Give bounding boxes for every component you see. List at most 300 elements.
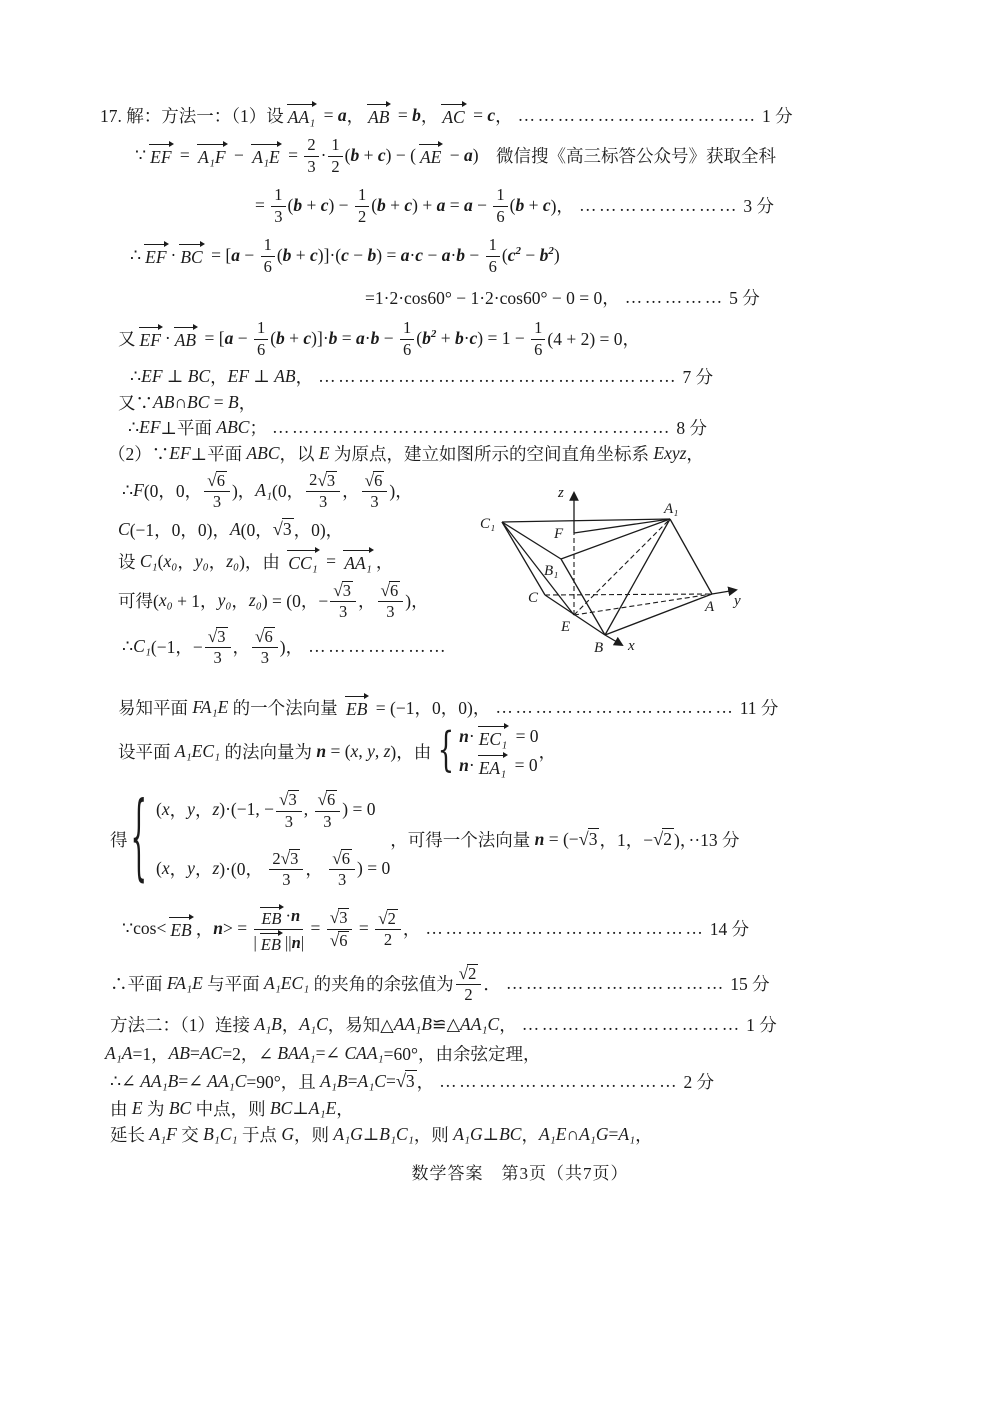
- math-text: = [: [206, 244, 232, 265]
- vector-body: AA₁: [287, 107, 316, 127]
- math-text: 1: [357, 185, 367, 205]
- math-text: ，: [194, 858, 213, 879]
- math-bold-vector: b: [282, 244, 292, 265]
- vector-arrow-tip: [164, 241, 169, 247]
- vector-arrow-tip: [200, 241, 205, 247]
- figure-label-x: x: [628, 638, 635, 654]
- math-text: =90°，且: [246, 1071, 321, 1092]
- math-vector-arrow: [345, 698, 368, 720]
- math-text: (: [501, 244, 508, 265]
- math-text: 设平面: [118, 741, 175, 762]
- math-text: ，则: [413, 1124, 454, 1145]
- math-bold-vector: c: [542, 194, 551, 215]
- math-sqrt: [396, 1070, 417, 1092]
- math-text: ，: [195, 918, 214, 939]
- math-text: ；: [249, 418, 267, 438]
- math-vector-arrow: [343, 552, 372, 574]
- math-variable: BC: [269, 1097, 293, 1118]
- math-text: (0，0，: [143, 480, 203, 501]
- fraction-denominator: [358, 207, 366, 226]
- math-fraction: [456, 962, 482, 1005]
- math-text: 6: [402, 339, 412, 359]
- math-bold-vector: b: [377, 194, 386, 215]
- math-variable: C₁: [133, 635, 151, 656]
- perpendicular-conclusion: [100, 362, 940, 390]
- math-bold-vector: $b^2$: [539, 244, 554, 265]
- math-text: ·: [463, 327, 470, 348]
- vector-bar: [478, 726, 505, 727]
- math-vector-arrow: [139, 329, 162, 351]
- vector-arrow-tip: [278, 930, 283, 936]
- math-vector-arrow: [260, 909, 282, 928]
- radicand: 3: [326, 470, 336, 490]
- math-bold-vector: c: [310, 244, 318, 265]
- fraction-denominator: [319, 492, 327, 511]
- vector-arrow-tip: [462, 101, 467, 107]
- math-bold-vector: c: [341, 244, 349, 265]
- math-text: 1: [331, 135, 340, 155]
- math-text: 3 分: [738, 195, 774, 216]
- math-text: ∵cos<: [122, 917, 167, 938]
- radicand: 6: [341, 849, 351, 868]
- math-fraction: [304, 134, 318, 176]
- math-fraction: [328, 134, 342, 176]
- fraction-numerator: [330, 579, 356, 602]
- fraction-denominator: [338, 870, 346, 889]
- math-text: )，由: [390, 741, 436, 762]
- math-vector-arrow: [260, 935, 282, 954]
- math-vector-arrow: [197, 146, 226, 168]
- math-vector-arrow: [441, 106, 465, 128]
- math-text: 又: [118, 328, 136, 349]
- vector-arrow-tip: [312, 101, 317, 107]
- math-text: )]·: [311, 327, 329, 348]
- math-text: 2: [272, 848, 281, 868]
- math-text: ) = (0，−: [261, 590, 329, 611]
- math-variable: A₁EC₁: [174, 740, 221, 761]
- fraction-numerator: [276, 788, 302, 811]
- math-fraction: [306, 469, 340, 512]
- math-text: ，以: [279, 444, 319, 464]
- method2-extend-line: [100, 1121, 940, 1147]
- math-text: ∵: [135, 144, 147, 165]
- math-text: = (: [326, 740, 351, 761]
- vector-bar: [345, 696, 365, 697]
- math-variable: F: [133, 479, 144, 500]
- math-sqrt: [317, 471, 337, 490]
- math-text: ) = 1 −: [477, 327, 530, 348]
- math-sqrt: [208, 627, 228, 646]
- math-bold-vector: n: [291, 905, 301, 925]
- math-fraction: [355, 184, 369, 226]
- math-text: )，由: [239, 551, 285, 572]
- math-bold-vector: a: [231, 244, 240, 265]
- radicand: 6: [339, 930, 348, 950]
- math-cases: [128, 785, 391, 893]
- math-bold-vector: c: [320, 194, 329, 215]
- fraction-denominator: [534, 340, 542, 359]
- math-text: 3: [213, 648, 222, 667]
- math-text: −: [445, 144, 464, 165]
- math-text: −: [348, 244, 368, 265]
- math-text: 6: [488, 256, 497, 276]
- math-fraction: [330, 579, 356, 622]
- radical-sign: √: [278, 790, 289, 810]
- math-text: −: [472, 194, 492, 215]
- fraction-denominator: [330, 930, 350, 950]
- math-text: ，: [346, 105, 365, 126]
- fraction-numerator: [531, 317, 545, 339]
- math-bold-vector: n: [213, 917, 223, 938]
- fraction-denominator: [496, 207, 504, 226]
- math-text: =1·2·cos60° − 1·2·cos60° − 0 = 0，: [365, 287, 620, 308]
- math-variable: EF: [139, 417, 161, 437]
- radicand: 2: [387, 908, 396, 928]
- fraction-denominator: [331, 157, 339, 176]
- math-text: ·: [364, 327, 371, 348]
- fraction-numerator: [306, 469, 340, 492]
- math-text: 的夹角的余弦值为: [309, 973, 454, 994]
- math-text: 1: [534, 318, 543, 338]
- radicand: 6: [374, 470, 383, 490]
- math-text: 2: [357, 206, 367, 226]
- fraction-numerator: [400, 317, 414, 339]
- math-sqrt: [207, 471, 227, 490]
- math-variable: AB: [153, 392, 175, 412]
- vector-body: AA₁: [344, 553, 372, 573]
- math-bold-vector: a: [400, 244, 410, 265]
- points-c-a: [100, 513, 458, 545]
- math-variable: B₁C₁: [203, 1123, 238, 1144]
- fraction-numerator: [493, 184, 507, 206]
- math-variable: x₀: [158, 589, 173, 610]
- math-text: 交: [176, 1124, 204, 1145]
- radicand: 3: [282, 519, 292, 539]
- math-text: ，: [420, 105, 439, 126]
- math-cases: [436, 724, 539, 779]
- math-text: ，: [375, 551, 394, 572]
- math-text: 由: [110, 1098, 132, 1119]
- math-text: ) −: [328, 194, 353, 215]
- math-variable: A₁: [618, 1123, 636, 1144]
- math-bold-vector: b: [328, 327, 338, 348]
- math-fraction: [493, 184, 507, 226]
- math-text: 又∵: [118, 393, 153, 413]
- math-variable: z₀: [226, 550, 240, 571]
- page-footer: 数学答案 第3页（共7页）: [411, 1164, 629, 1183]
- math-text: ，: [336, 1098, 354, 1119]
- math-variable: x: [161, 857, 170, 878]
- math-text: 15 分: [725, 973, 770, 994]
- dots-leader: ……………………………: [505, 972, 726, 993]
- math-text: =: [175, 144, 195, 165]
- math-text: 3: [282, 870, 291, 890]
- ef-dot-ab: [100, 314, 940, 362]
- math-text: 1: [263, 235, 272, 255]
- math-fraction: [276, 788, 302, 831]
- radicand: 6: [264, 626, 273, 646]
- math-text: )，··13 分: [673, 829, 740, 850]
- math-text: 1: [402, 318, 412, 338]
- fraction-numerator: [271, 184, 285, 206]
- math-variable: EF: [227, 365, 250, 386]
- ab-intersect-bc: [100, 390, 940, 415]
- math-text: > =: [222, 917, 252, 938]
- math-variable: EF: [169, 443, 191, 463]
- radical-sign: √: [329, 930, 340, 950]
- math-text: ∴∠: [110, 1070, 141, 1091]
- method2-given-values: [100, 1039, 940, 1067]
- math-text: (: [276, 244, 283, 265]
- math-variable: BC: [187, 365, 211, 386]
- fraction-numerator: [254, 317, 268, 339]
- figure-label-a1: A₁: [664, 501, 679, 517]
- math-sqrt: [333, 581, 353, 600]
- points-f-a1: [100, 467, 458, 513]
- math-sqrt: [255, 627, 275, 646]
- dots-leader: ………………………………: [439, 1070, 680, 1091]
- math-variable: A₁E: [538, 1123, 567, 1144]
- math-text: 得: [110, 829, 128, 850]
- solution-part2: [100, 691, 940, 1009]
- math-variable: x: [161, 799, 170, 820]
- math-variable: C₁: [139, 550, 158, 571]
- math-bold-vector: a: [436, 194, 446, 215]
- math-text: =∠: [178, 1070, 208, 1091]
- vector-bar: [478, 755, 504, 756]
- dots-leader: ………………………………………………: [318, 365, 679, 386]
- math-sqrt: [330, 908, 350, 927]
- radicand: 6: [390, 580, 399, 600]
- math-text: 方法二：（1）连接: [110, 1014, 255, 1035]
- math-text: 11 分: [735, 697, 779, 718]
- math-sqrt: [378, 909, 398, 928]
- dots-leader: ………………………………: [517, 104, 758, 125]
- vector-bar: [367, 104, 387, 105]
- math-vector-arrow: [169, 919, 192, 941]
- radical-sign: √: [207, 470, 217, 490]
- math-text: ∴: [128, 417, 140, 437]
- math-text: (−1，−: [150, 636, 203, 657]
- math-text: (−1，0，0)，: [129, 519, 230, 540]
- math-bold-vector: $c^2$: [507, 244, 522, 265]
- radical-sign: √: [317, 470, 327, 490]
- math-variable: A₁EC₁: [264, 972, 310, 993]
- math-text: ，: [238, 393, 257, 413]
- math-text: −: [423, 244, 442, 265]
- vector-bar: [287, 550, 315, 551]
- math-variable: AA₁C: [207, 1070, 247, 1091]
- math-variable: z: [383, 740, 391, 761]
- math-variable: A₁B: [254, 1013, 282, 1034]
- math-text: ·: [164, 327, 171, 348]
- math-bold-vector: c: [404, 194, 413, 215]
- math-text: ·: [170, 244, 177, 265]
- radicand: 3: [217, 626, 226, 646]
- fraction-denominator: [264, 257, 272, 276]
- math-bold-vector: c: [415, 244, 424, 265]
- math-text: ) = 0: [357, 857, 391, 878]
- math-variable: BC: [499, 1123, 522, 1144]
- math-text: ，: [305, 858, 328, 879]
- cases-brace: {: [130, 785, 148, 893]
- math-text: ，: [402, 918, 421, 939]
- radical-sign: √: [378, 908, 388, 928]
- math-bold-vector: a: [337, 104, 347, 125]
- vector-arrow-tip: [189, 914, 194, 920]
- math-text: =: [608, 1123, 619, 1144]
- math-text: −: [229, 144, 249, 165]
- math-text: ．: [483, 973, 501, 994]
- vector-body: A₁F: [198, 147, 226, 167]
- math-text: ∴: [122, 635, 134, 656]
- radical-sign: √: [255, 626, 265, 646]
- math-bold-vector: a: [441, 244, 451, 265]
- fraction-numerator: [456, 962, 482, 985]
- math-text: 3: [284, 811, 293, 831]
- math-text: +: [436, 327, 455, 348]
- math-bold-vector: n: [534, 828, 545, 849]
- math-text: 2 分: [679, 1071, 715, 1092]
- vector-body: EB: [261, 908, 282, 928]
- math-variable: x: [350, 740, 359, 761]
- math-text: ，可得一个法向量: [390, 829, 535, 850]
- coordinate-lines: [100, 467, 458, 669]
- math-text: ，: [416, 1071, 435, 1092]
- math-text: =: [321, 550, 341, 571]
- math-text: ∴: [130, 244, 142, 265]
- math-variable: y₀: [217, 589, 232, 610]
- math-text: ，: [208, 551, 227, 572]
- math-text: ⊥平面: [190, 444, 247, 464]
- math-variable: AA₁B: [393, 1013, 432, 1034]
- math-vector-arrow: [174, 329, 197, 351]
- fraction-numerator: [254, 902, 303, 930]
- vector-bar: [139, 327, 159, 328]
- coordinates-and-figure: [100, 467, 940, 691]
- math-bold-vector: b: [515, 194, 525, 215]
- math-text: ): [553, 244, 560, 265]
- cases-row: [156, 847, 390, 890]
- math-text: 3: [338, 602, 348, 621]
- math-bold-vector: b: [367, 244, 377, 265]
- cases-row: [459, 753, 537, 779]
- math-variable: y₀: [194, 550, 209, 571]
- math-fraction: [261, 234, 275, 276]
- fraction-numerator: [355, 184, 369, 206]
- cases-row: [459, 724, 538, 750]
- math-sqrt: [365, 471, 385, 490]
- math-variable: A₁B: [320, 1070, 348, 1091]
- radicand: 3: [342, 580, 351, 600]
- math-text: 6: [534, 339, 543, 359]
- fraction-numerator: [378, 579, 404, 602]
- math-text: ，: [521, 1124, 539, 1145]
- fraction-denominator: [384, 930, 392, 949]
- math-text: ，: [495, 105, 513, 126]
- math-variable: A₁E: [308, 1097, 337, 1118]
- math-text: |: [253, 932, 257, 952]
- math-text: 6: [256, 339, 266, 359]
- fraction-numerator: [269, 847, 303, 870]
- math-superscript: 2: [430, 327, 437, 340]
- math-variable: ABC: [246, 443, 280, 463]
- math-text: +: [302, 194, 321, 215]
- figure-label-c: C: [528, 590, 539, 606]
- fraction-denominator: [261, 648, 269, 667]
- math-text: 与平面: [202, 973, 265, 994]
- math-sqrt: [330, 931, 350, 950]
- ef-dot-bc: [100, 230, 940, 280]
- math-vector-arrow: [478, 728, 508, 750]
- fraction-numerator: [362, 469, 388, 492]
- math-text: ·: [409, 244, 416, 265]
- math-text: ) =: [376, 244, 401, 265]
- math-vector-arrow: [251, 146, 280, 168]
- math-text: ，则: [294, 1124, 334, 1145]
- math-bold-vector: n: [459, 726, 469, 746]
- math-variable: z: [212, 857, 220, 878]
- math-text: +: [524, 194, 543, 215]
- math-text: (0，: [240, 519, 273, 540]
- figure-label-c1: C₁: [480, 516, 496, 532]
- math-text: 2: [309, 470, 318, 490]
- fraction-denominator: [257, 340, 265, 359]
- math-variable: BC: [168, 1097, 192, 1118]
- math-text: ·: [450, 244, 457, 265]
- math-text: +: [284, 327, 304, 348]
- fraction-numerator: [328, 134, 342, 156]
- math-text: ，: [232, 636, 250, 657]
- math-text: =: [393, 104, 413, 125]
- solution-part1: [100, 100, 940, 467]
- math-text: ) = 0: [342, 799, 376, 820]
- vector-bar: [343, 550, 369, 551]
- math-fraction: [204, 469, 230, 512]
- math-variable: A₁: [255, 479, 273, 500]
- dots-leader: ……………………………………: [425, 917, 706, 938]
- vector-arrow-tip: [223, 141, 228, 147]
- math-fraction: [531, 317, 545, 359]
- math-text: 1: [256, 318, 266, 338]
- fraction-denominator: [282, 870, 290, 889]
- math-text: 2: [464, 985, 473, 1004]
- math-text: +: [359, 144, 378, 165]
- x-axis: [605, 635, 622, 645]
- radical-sign: √: [380, 580, 391, 600]
- math-text: ，1，−: [599, 829, 654, 850]
- math-text: =: [319, 104, 338, 125]
- radicand: 3: [290, 849, 299, 868]
- math-text: 3: [323, 811, 332, 831]
- math-bold-vector: a: [463, 144, 473, 165]
- math-text: 17. 解：方法一：（1）设: [100, 105, 284, 126]
- radical-sign: √: [332, 849, 342, 868]
- fraction-numerator: [205, 625, 231, 648]
- ef-expansion: [100, 130, 940, 180]
- radical-sign: √: [653, 829, 664, 849]
- math-text: ，: [281, 1014, 300, 1035]
- math-variable: A₁F: [149, 1123, 177, 1144]
- fraction-denominator: [464, 985, 472, 1004]
- math-bold-vector: c: [377, 144, 386, 165]
- vector-body: AC: [442, 107, 465, 127]
- math-text: 14 分: [705, 918, 750, 939]
- math-text: −: [465, 244, 484, 265]
- vector-body: AB: [174, 330, 197, 350]
- final-answer-dihedral-angle: [100, 957, 940, 1009]
- math-text: +: [385, 194, 405, 215]
